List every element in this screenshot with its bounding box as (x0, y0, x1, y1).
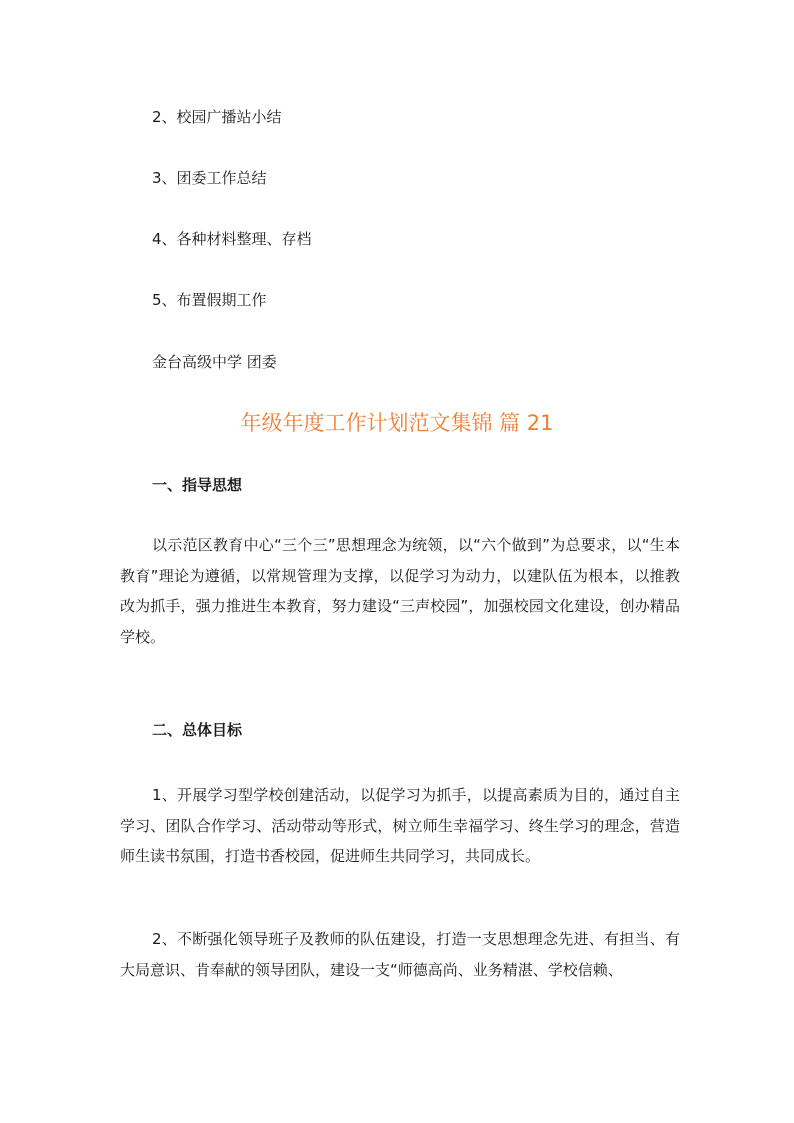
guiding-ideology-paragraph (120, 530, 680, 652)
list-item: 4、各种材料整理、存档 (152, 230, 312, 248)
section-heading-overall-goals: 二、总体目标 (152, 721, 243, 739)
paragraph-text: 1、开展学习型学校创建活动，以促学习为抓手，以提高素质为目的，通过自主学习、团队合作学习、活动带动等形式，树立师生幸福学习、终生学习的理念，营造师生读书氛围，打造书香校园，促进师生共同学习，共同成长。 (120, 786, 680, 865)
overall-goals-item-2 (120, 924, 680, 985)
list-item: 2、校园广播站小结 (152, 108, 282, 126)
signature: 金台高级中学 团委 (152, 353, 277, 371)
paragraph-text: 2、不断强化领导班子及教师的队伍建设，打造一支思想理念先进、有担当、有大局意识、肯奉献的领导团队，建设一支“师德高尚、业务精湛、学校信赖、 (120, 930, 680, 979)
document-title: 年级年度工作计划范文集锦 篇 21 (240, 411, 554, 435)
list-item: 5、布置假期工作 (152, 291, 267, 309)
paragraph-text: 以示范区教育中心“三个三”思想理念为统领，以“六个做到”为总要求，以“生本教育”理论为遵循，以常规管理为支撑，以促学习为动力，以建队伍为根本，以推教改为抓手，强力推进生本教育，努力建设“三声校园”，加强校园文化建设，创办精品学校。 (120, 536, 680, 646)
overall-goals-item-1 (120, 780, 680, 872)
list-item: 3、团委工作总结 (152, 169, 267, 187)
section-heading-guiding-ideology: 一、指导思想 (152, 476, 243, 494)
